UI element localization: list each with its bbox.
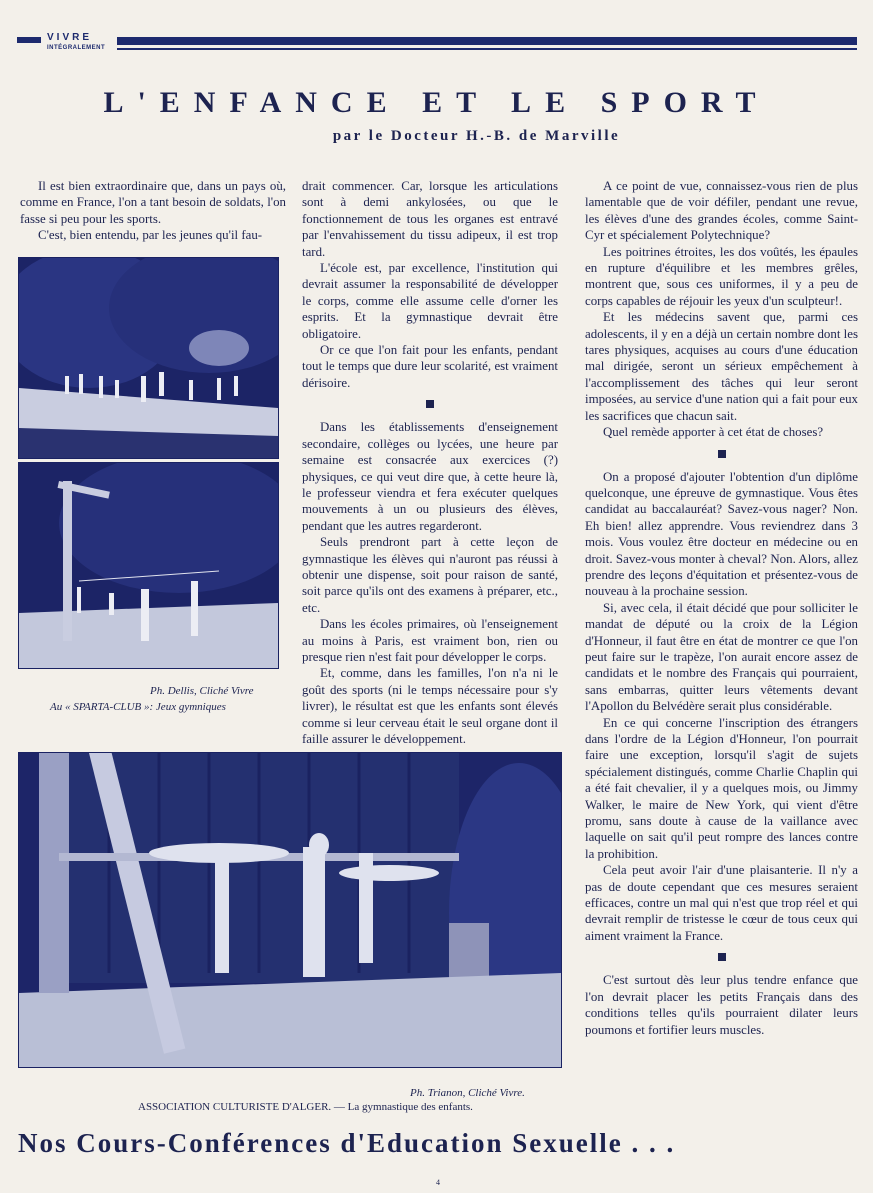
logo-bar xyxy=(17,37,41,43)
paragraph: Les poitrines étroites, les dos voûtés, les épaules en rupture d'équilibre et les membres grêles, montrent que, sous ces uniformes, il y a peu de corps capables de réjouir les yeux d'un sculpteur!. xyxy=(585,244,858,308)
paragraph: Cela peut avoir l'air d'une plaisanterie. Il n'y a pas de doute cependant que ces mesures seraient efficaces, contre un mal qui n'est que trop réel et qui devrait remplir de tristesse le cœur de tous ceux qui aiment vraiment la France. xyxy=(585,863,858,943)
masthead-rule-thin xyxy=(117,48,857,50)
paragraph: A ce point de vue, connaissez-vous rien de plus lamentable que de voir défiler, pendant une revue, les élèves d'une des grandes écoles, comme Saint-Cyr et spécialement Polytechnique? xyxy=(585,179,858,243)
paragraph: On a proposé d'ajouter l'obtention d'un diplôme quelconque, une épreuve de gymnastique. Vous êtes candidat au baccalauréat? Savez-vous nager? Non. Eh bien! allez apprendre. Vous reviendrez dans 3 mois. Vous voulez être docteur en médecine ou en droit. Savez-vous monter à cheval? Non. Alors, allez prendre des leçons d'équitation et présentez-vous de nouveau à la prochaine session. xyxy=(585,469,858,599)
section-separator xyxy=(585,441,858,469)
paragraph: Il est bien extraordinaire que, dans un pays où, comme en France, l'on a tant besoin de soldats, l'on fasse si peu pour les sports. xyxy=(20,179,286,226)
paragraph: C'est, bien entendu, par les jeunes qu'il fau- xyxy=(38,228,263,243)
column-2 xyxy=(302,178,558,747)
masthead-word-2: INTÉGRALEMENT xyxy=(47,45,106,51)
photo-2-caption: ASSOCIATION CULTURISTE D'ALGER. — La gymnastique des enfants. xyxy=(138,1101,473,1113)
paragraph: Si, avec cela, il était décidé que pour solliciter le mandat de député ou la croix de la Légion d'Honneur, il faut être en état de montrer ce que l'on peut faire sur le trapèze, l'on aurait encore assez de candidats et le nombre des Français qui pourraient, sans embarras, quitter leurs vêtements devant l'Apollon du Belvédère serait plus considérable. xyxy=(585,600,858,714)
photo-sparta-club-bottom xyxy=(18,462,279,669)
paragraph: Seuls prendront part à cette leçon de gymnastique les élèves qui n'auront pas réussi à obtenir une dispense, soit pour raison de santé, soit parce qu'ils ont des examens à préparer, etc., etc. xyxy=(302,535,558,615)
paragraph: C'est surtout dès leur plus tendre enfance que l'on devrait placer les petits Français dans des conditions telles qu'ils pourraient dilater leurs poumons et fortifier leurs muscles. xyxy=(585,973,858,1037)
trees-field-illustration xyxy=(19,258,278,458)
paragraph: drait commencer. Car, lorsque les articulations sont à demi ankylosées, ou que le fonctionnement de tous les organes est entravé par l'envahissement du tissu adipeux, il est trop tard. xyxy=(302,179,558,259)
paragraph: Or ce que l'on fait pour les enfants, pendant tout le temps que dure leur scolarité, est vraiment dérisoire. xyxy=(302,343,558,390)
paragraph: Dans les établissements d'enseignement secondaire, collèges ou lycées, une heure par semaine est consacrée aux exercices (?) physiques, ce qui veut dire que, à cette heure là, le professeur viendra et fera exécuter quelques mouvements à un ou plusieurs des élèves, pendant que les autres regarderont. xyxy=(302,420,558,533)
page-number: 4 xyxy=(436,1178,440,1187)
column-1 xyxy=(20,178,286,244)
photo-1-caption: Au « SPARTA-CLUB »: Jeux gymniques xyxy=(50,701,226,713)
gym-frame-illustration xyxy=(19,463,278,668)
paragraph: Dans les écoles primaires, où l'enseignement au moins à Paris, est vraiment bon, rien ou presque rien n'est fait pour développer le corps. xyxy=(302,617,558,664)
section-separator xyxy=(585,944,858,972)
paragraph: Et, comme, dans les familles, l'on n'a ni le goût des sports (ni le temps nécessaire pour s'y livrer), le résultat est que les enfants sont élevés comme si leur cerveau était le seul organe dont il faille assurer le développement. xyxy=(302,666,558,746)
children-gymnastics-illustration xyxy=(19,753,561,1067)
paragraph: En ce qui concerne l'inscription des étrangers dans l'ordre de la Légion d'Honneur, l'on pourrait faire une exception, lorsqu'il s'agit de sujets spécialement distingués, comme Charlie Chaplin qui a été fait chevalier, il y a quelques mois, ou Jimmy Walker, le maire de New York, qui vient d'être promu, sans doute à cause de la vaillance avec laquelle on sait qu'il peut rompre des lances contre la prohibition. xyxy=(585,715,858,861)
photo-1-credit: Ph. Dellis, Cliché Vivre xyxy=(150,685,254,697)
paragraph: Quel remède apporter à cet état de choses? xyxy=(603,425,824,440)
photo-sparta-club-top xyxy=(18,257,279,459)
paragraph: L'école est, par excellence, l'institution qui devrait assumer la responsabilité de développer le corps, comme elle assume celle d'orner les esprits. Et la gymnastique devrait être obligatoire. xyxy=(302,261,558,341)
paragraph: Et les médecins savent que, parmi ces adolescents, il y en a déjà un certain nombre dont les tares physiques, acquises au cours d'une éducation mal dirigée, seront un sérieux empêchement à l'accomplissement des tâches qui leur seront imposées, au service d'une nation qui a fait pour eux les sacrifices que chacun sait. xyxy=(585,310,858,423)
masthead xyxy=(17,34,857,56)
masthead-rule-thick xyxy=(117,37,857,45)
photo-2-credit: Ph. Trianon, Cliché Vivre. xyxy=(410,1087,525,1099)
photo-culturiste-alger xyxy=(18,752,562,1068)
article-byline: par le Docteur H.-B. de Marville xyxy=(332,128,621,144)
footer-banner: Nos Cours-Conférences d'Education Sexuelle . . . xyxy=(18,1128,676,1158)
section-separator xyxy=(302,391,558,419)
article-title: L'ENFANCE ET LE SPORT xyxy=(103,86,770,119)
column-3 xyxy=(585,178,858,1038)
masthead-word-1: VIVRE xyxy=(47,32,93,43)
